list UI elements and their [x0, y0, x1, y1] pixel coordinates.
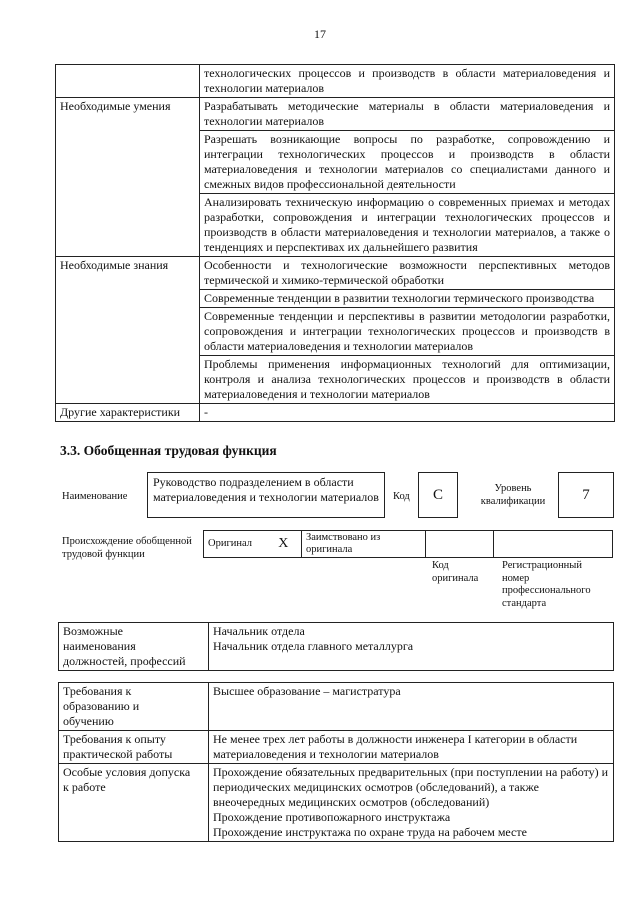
reg-number-note-line-4: стандарта: [502, 597, 547, 609]
level-label-line-1: Уровень: [494, 483, 532, 494]
experience-label: [59, 731, 209, 764]
table-row: [56, 257, 615, 290]
code-original-note-line-2: оригинала: [432, 572, 479, 584]
position-name: Начальник отдела главного металлурга: [213, 639, 414, 653]
level-box: 7: [558, 472, 614, 518]
reg-number-note-line-3: профессионального: [502, 585, 591, 596]
origin-label-line-2: трудовой функции: [62, 549, 145, 560]
table-row: [59, 764, 614, 842]
table-cell: технологических процессов и производств в области материаловедения и технологии материалов: [200, 65, 615, 98]
borrowed-label-line-2: оригинала: [306, 544, 353, 555]
table-cell: Современные тенденции и перспективы в развитии методологии разработки, сопровождения и интеграции технологических процессов и производств в области материаловедения и технологии материалов: [200, 308, 615, 356]
original-mark: X: [266, 531, 302, 558]
education-label-line-3: обучению: [63, 714, 114, 728]
page-number: 17: [314, 27, 326, 41]
admission-label-line-2: к работе: [63, 780, 106, 794]
borrowed-label-line-1: Заимствовано из: [306, 532, 381, 543]
code-original-note-line-1: Код: [432, 560, 449, 571]
table-cell: Разрабатывать методические материалы в области материаловедения и технологии материалов: [200, 98, 615, 131]
table-cell: Анализировать техническую информацию о современных приемах и методах разработки, сопровождения и интеграции технологических процессов и производств в области материаловедения и технологии материалов, а также о тенденциях и перспективах их дальнейшего развития: [200, 194, 615, 257]
table-cell: Проблемы применения информационных технологий для оптимизации, контроля и анализа технологических процессов и производств в области материаловедения и технологии материалов: [200, 356, 615, 404]
experience-label-line-1: Требования к опыту: [63, 732, 166, 746]
positions-values: [209, 623, 614, 671]
admission-label-line-1: Особые условия допуска: [63, 765, 191, 779]
table-row: [56, 404, 615, 422]
position-name: Начальник отдела: [213, 624, 305, 638]
experience-label-line-2: практической работы: [63, 747, 173, 761]
positions-label-line-3: должностей, профессий: [63, 654, 186, 668]
reg-number-note-line-2: номер: [502, 572, 530, 584]
admission-condition: Прохождение обязательных предварительных (при поступлении на работу) и периодических медицинских осмотров (обследований), а также внеочередных медицинских осмотров (обследований): [213, 765, 609, 809]
education-label-line-1: Требования к: [63, 684, 132, 698]
table-row: [56, 98, 615, 131]
table-cell: Разрешать возникающие вопросы по разработке, сопровождению и интеграции технологических процессов и производств в области материаловедения и технологии материалов со специалистами данного и смежных видов профессиональной деятельности: [200, 131, 615, 194]
education-label-line-2: образованию и: [63, 699, 140, 713]
code-box: С: [418, 472, 458, 518]
function-name-box: Руководство подразделением в области материаловедения и технологии материалов: [147, 472, 385, 518]
education-label: [59, 683, 209, 731]
table-cell: Современные тенденции в развитии технологии термического производства: [200, 290, 615, 308]
skills-knowledge-table: [55, 64, 615, 422]
admission-values: [209, 764, 614, 842]
positions-table: [58, 622, 614, 671]
origin-table: [203, 530, 613, 558]
education-value: Высшее образование – магистратура: [209, 683, 614, 731]
level-label: [471, 482, 555, 508]
origin-label: [62, 535, 192, 561]
table-row: [59, 731, 614, 764]
table-row: [204, 531, 613, 558]
positions-label-line-2: наименования: [63, 639, 136, 653]
table-cell: -: [200, 404, 615, 422]
section-heading: 3.3. Обобщенная трудовая функция: [60, 443, 277, 458]
row-label-knowledge: Необходимые знания: [56, 257, 200, 404]
row-label-skills: Необходимые умения: [56, 98, 200, 257]
code-label: Код: [393, 491, 410, 502]
reg-number-note-line-1: Регистрационный: [502, 560, 582, 571]
admission-label: [59, 764, 209, 842]
table-cell: Особенности и технологические возможности перспективных методов термической и химико-термической обработки: [200, 257, 615, 290]
admission-condition: Прохождение противопожарного инструктажа: [213, 810, 451, 824]
table-row: [59, 623, 614, 671]
row-label: [56, 65, 200, 98]
level-label-line-2: квалификации: [480, 496, 546, 507]
code-original-cell: [426, 531, 494, 558]
table-row: [56, 65, 615, 98]
name-label: Наименование: [62, 491, 128, 502]
original-label: Оригинал: [204, 531, 266, 558]
borrowed-label: [302, 531, 426, 558]
requirements-table: [58, 682, 614, 842]
positions-label-line-1: Возможные: [63, 624, 123, 638]
reg-number-cell: [494, 531, 613, 558]
experience-value: Не менее трех лет работы в должности инженера I категории в области материаловедения и технологии материалов: [209, 731, 614, 764]
table-row: [59, 683, 614, 731]
positions-label: [59, 623, 209, 671]
origin-label-line-1: Происхождение обобщенной: [62, 536, 192, 547]
row-label-other: Другие характеристики: [56, 404, 200, 422]
code-original-note: [432, 560, 478, 585]
reg-number-note: [502, 560, 591, 610]
admission-condition: Прохождение инструктажа по охране труда на рабочем месте: [213, 825, 527, 839]
